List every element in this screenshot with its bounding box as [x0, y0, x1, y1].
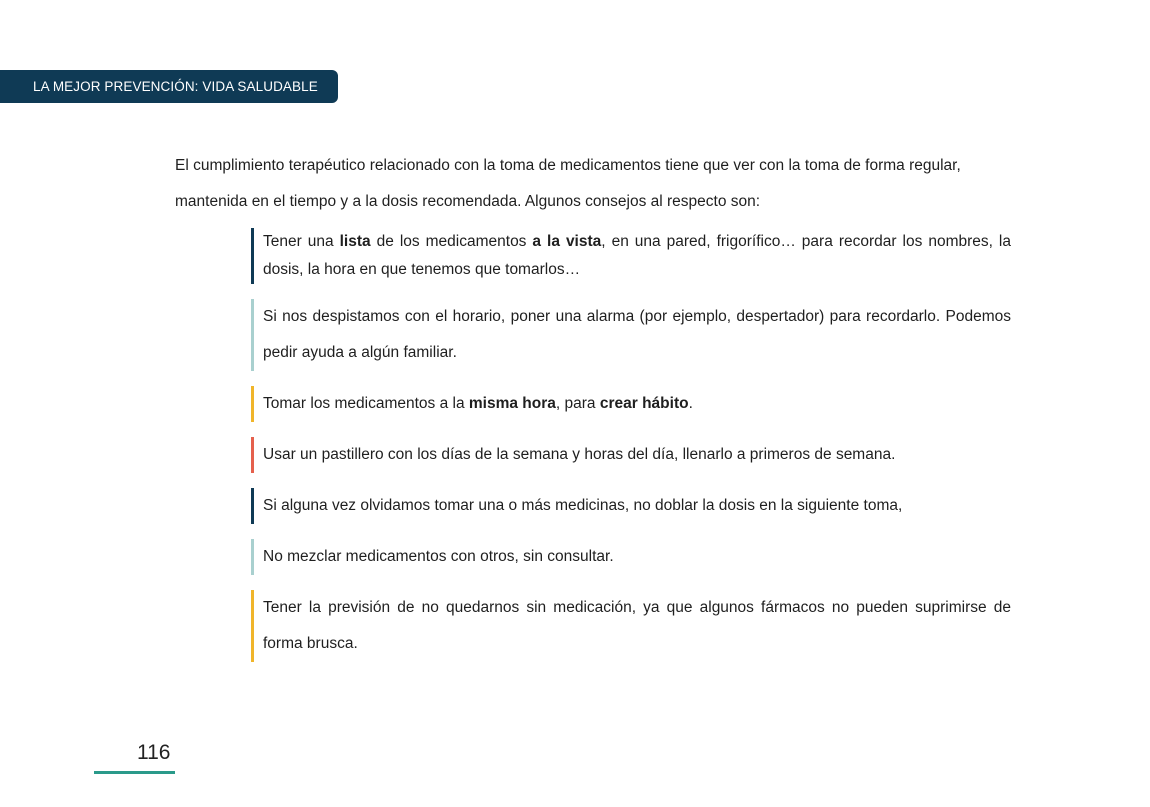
intro-paragraph: El cumplimiento terapéutico relacionado con la toma de medicamentos tiene que ver con la toma de forma regular, mantenida en el tiempo y a la dosis recomendada. Algunos consejos al respecto son:	[175, 157, 961, 210]
tip-text: de los medicamentos	[370, 233, 533, 250]
tip-text: Tener la previsión de no quedarnos sin medicación, ya que algunos fármacos no pueden suprimirse de forma brusca.	[263, 599, 1011, 652]
tip-emphasis: crear hábito	[599, 395, 689, 412]
tip-text: Tener una	[263, 233, 340, 250]
tip-text: Tomar los medicamentos a la	[263, 395, 469, 412]
tip-emphasis: a la vista	[532, 233, 602, 250]
tip-item	[251, 488, 1011, 524]
section-header-tab	[0, 70, 338, 103]
tip-emphasis: lista	[339, 233, 371, 250]
tip-item	[251, 590, 1011, 662]
tip-text: No mezclar medicamentos con otros, sin consultar.	[263, 548, 614, 565]
tip-text: , para	[555, 395, 600, 412]
tip-item	[251, 228, 1011, 284]
tip-item	[251, 539, 1011, 575]
tip-text: Si nos despistamos con el horario, poner una alarma (por ejemplo, despertador) para recordarlo. Podemos pedir ayuda a algún familiar.	[263, 308, 1011, 361]
tip-item	[251, 299, 1011, 371]
tip-text: Si alguna vez olvidamos tomar una o más medicinas, no doblar la dosis en la siguiente toma,	[263, 497, 903, 514]
tip-item	[251, 437, 1011, 473]
tip-text: Usar un pastillero con los días de la semana y horas del día, llenarlo a primeros de semana.	[263, 446, 896, 463]
tip-text: .	[688, 395, 693, 412]
page-number-underline	[94, 771, 175, 774]
tip-text: , en una pared, frigorífico… para recordar los nombres, la dosis, la hora en que tenemos que tomarlos…	[263, 233, 1011, 278]
tips-list	[251, 228, 1011, 662]
page-number: 116	[137, 741, 171, 764]
section-title: LA MEJOR PREVENCIÓN: VIDA SALUDABLE	[33, 79, 318, 94]
tip-item	[251, 386, 1011, 422]
tip-emphasis: misma hora	[468, 395, 556, 412]
